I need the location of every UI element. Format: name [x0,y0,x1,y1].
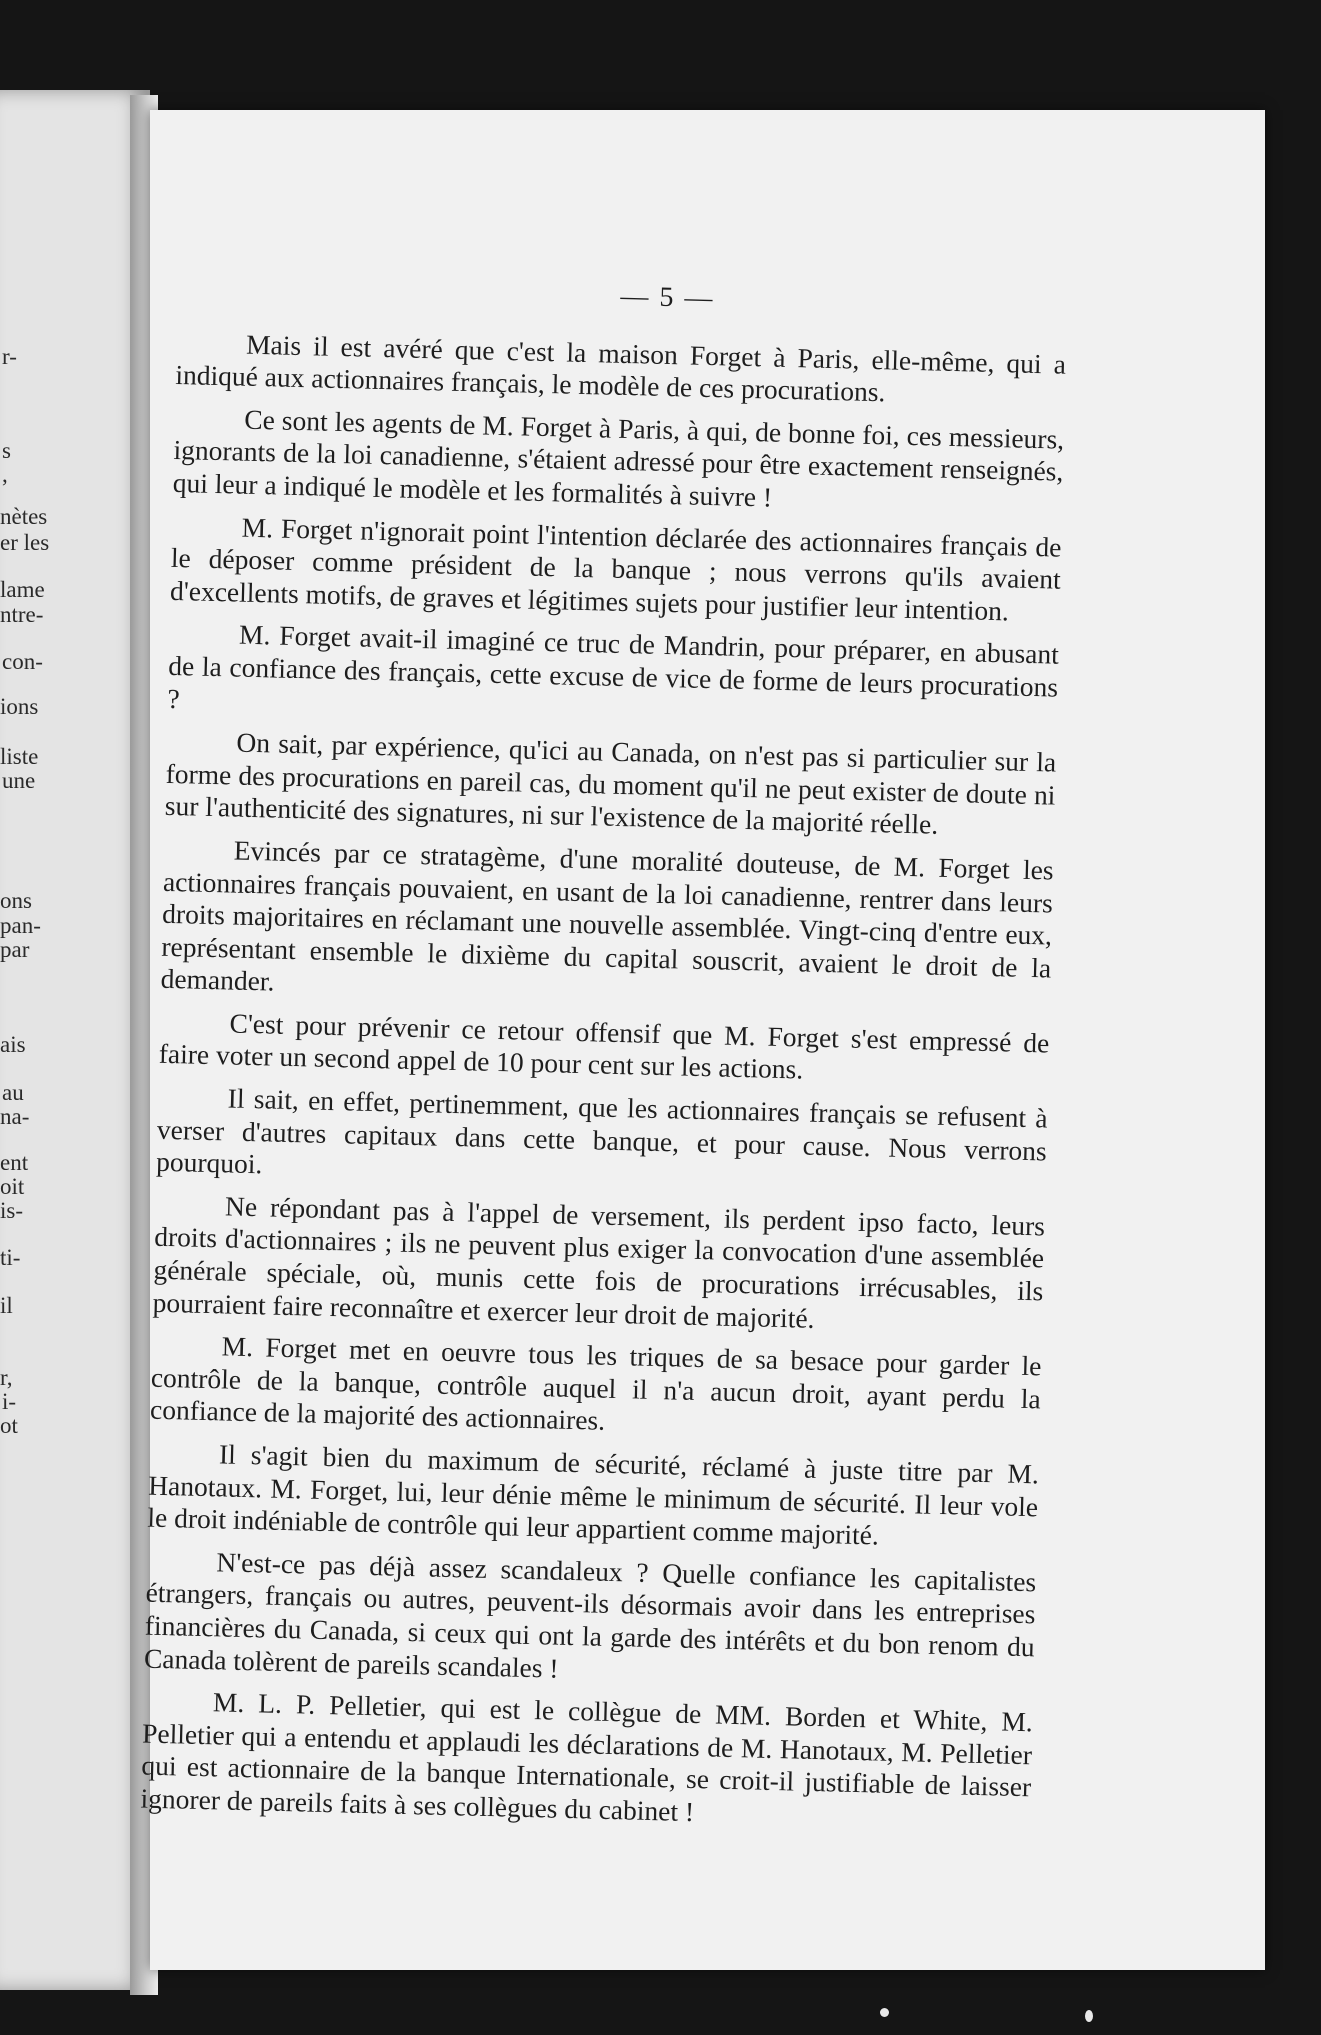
left-page-fragment: oit [0,1174,25,1199]
paragraph: M. Forget avait-il imaginé ce truc de Mandrin, pour préparer, en abusant de la confiance des français, cette excuse de vice de forme de leurs procurations ? [167,618,1060,714]
left-page-fragment: pan- [0,913,41,938]
left-page-fragment: er les [0,530,50,555]
left-page-fragment: ent [0,1150,29,1175]
paragraph: M. Forget n'ignorait point l'intention déclarée des actionnaires français de le déposer comme président de la banque ; nous verrons qu'ils avaient d'excellents motifs, de graves et légitimes sujets pour justifier leur intention. [169,511,1062,627]
left-page-fragment: ot [0,1413,18,1438]
page-text [140,270,1067,1837]
paragraph: Il sait, en effet, pertinemment, que les actionnaires français se refusent à verser d'autres capitaux dans cette banque, et pour cause. Nous verrons pourquoi. [155,1082,1048,1180]
paragraph: Ce sont les agents de M. Forget à Paris, à qui, de bonne foi, ces messieurs, ignorants de la loi canadienne, s'étaient adressé pour être exactement renseignés, qui leur a indiqué le modèle et les formalités à suivre ! [172,403,1065,513]
paragraph: Ne répondant pas à l'appel de versement, ils perdent ipso facto, leurs droits d'actionnaires ; ils ne peuvent plus exiger la convocation d'une assemblée générale spéciale, où, munis cette fois de procurations irrécusables, ils pourraient faire reconnaître et exercer leur droit de majorité. [152,1190,1046,1334]
left-page-fragment: au [2,1080,24,1105]
left-page-fragment: r- [2,344,17,369]
paragraph: Il s'agit bien du maximum de sécurité, réclamé à juste titre par M. Hanotaux. M. Forget, lui, leur dénie même le minimum de sécurité. Il leur vole le droit indéniable de contrôle qui leur appartient comme majorité. [147,1438,1040,1551]
left-page-fragment: liste [0,744,39,769]
paragraph: M. Forget met en oeuvre tous les triques de sa besace pour garder le contrôle de la banque, contrôle auquel il n'a aucun droit, ayant perdu la confiance de la majorité des actionnaires. [149,1330,1042,1437]
left-page-fragment: s [2,438,11,463]
paragraph: Mais il est avéré que c'est la maison Forget à Paris, elle-même, qui a indiqué aux actionnaires français, le modèle de ces procurations. [175,328,1067,408]
dust-speck [1085,2010,1093,2022]
left-page-fragment: ions [0,694,39,719]
paragraph: N'est-ce pas déjà assez scandaleux ? Quelle confiance les capitalistes étrangers, français ou autres, peuvent-ils désormais avoir dans les entreprises financières du Canada, si ceux qui ont la garde des intérêts et du bon renom du Canada tolèrent de pareils scandales ! [143,1546,1037,1684]
left-page-fragment: par [0,937,30,962]
left-page-fragment: ntre- [0,602,44,627]
left-page [0,90,150,1990]
paragraph: Evincés par ce stratagème, d'une moralité douteuse, de M. Forget les actionnaires français pouvaient, en usant de la loi canadienne, rentrer dans leurs droits majoritaires en réclamant une nouvelle assemblée. Vingt-cinq d'entre eux, représentant ensemble le dixième du capital souscrit, avaient le droit de la demander. [160,834,1054,997]
left-page-fragment: ons [0,888,32,913]
left-page-fragment: r, [0,1365,13,1390]
left-page-fragment: il [0,1293,13,1318]
left-page-fragment: ti- [0,1245,21,1270]
left-page-fragment: , [2,462,8,487]
left-page-fragment: is- [0,1198,23,1223]
page-number: — 5 — [620,280,715,315]
left-page-fragment: na- [0,1104,30,1129]
left-page-fragment: i- [2,1389,17,1414]
paragraph: On sait, par expérience, qu'ici au Canada, on n'est pas si particulier sur la forme des procurations en pareil cas, du moment qu'il ne peut exister de doute ni sur l'authenticité des signatures, ni sur l'existence de la majorité réelle. [164,726,1057,841]
paragraph: C'est pour prévenir ce retour offensif que M. Forget s'est empressé de faire voter un second appel de 10 pour cent sur les actions. [158,1007,1050,1085]
dust-speck [880,2008,889,2017]
right-page [140,110,1265,1970]
left-page-fragment: lame [0,577,45,602]
left-page-fragment: ais [0,1032,26,1057]
paragraph: M. L. P. Pelletier, qui est le collègue de MM. Borden et White, M. Pelletier qui a entendu et applaudi les déclarations de M. Hanotaux, M. Pelletier qui est actionnaire de la banque Internationale, se croit-il justifiable de laisser ignorer de pareils faits à ses collègues du cabinet ! [140,1686,1034,1828]
left-page-fragment: con- [2,649,43,674]
left-page-fragment: une [2,768,36,793]
left-page-fragment: nètes [0,504,48,529]
